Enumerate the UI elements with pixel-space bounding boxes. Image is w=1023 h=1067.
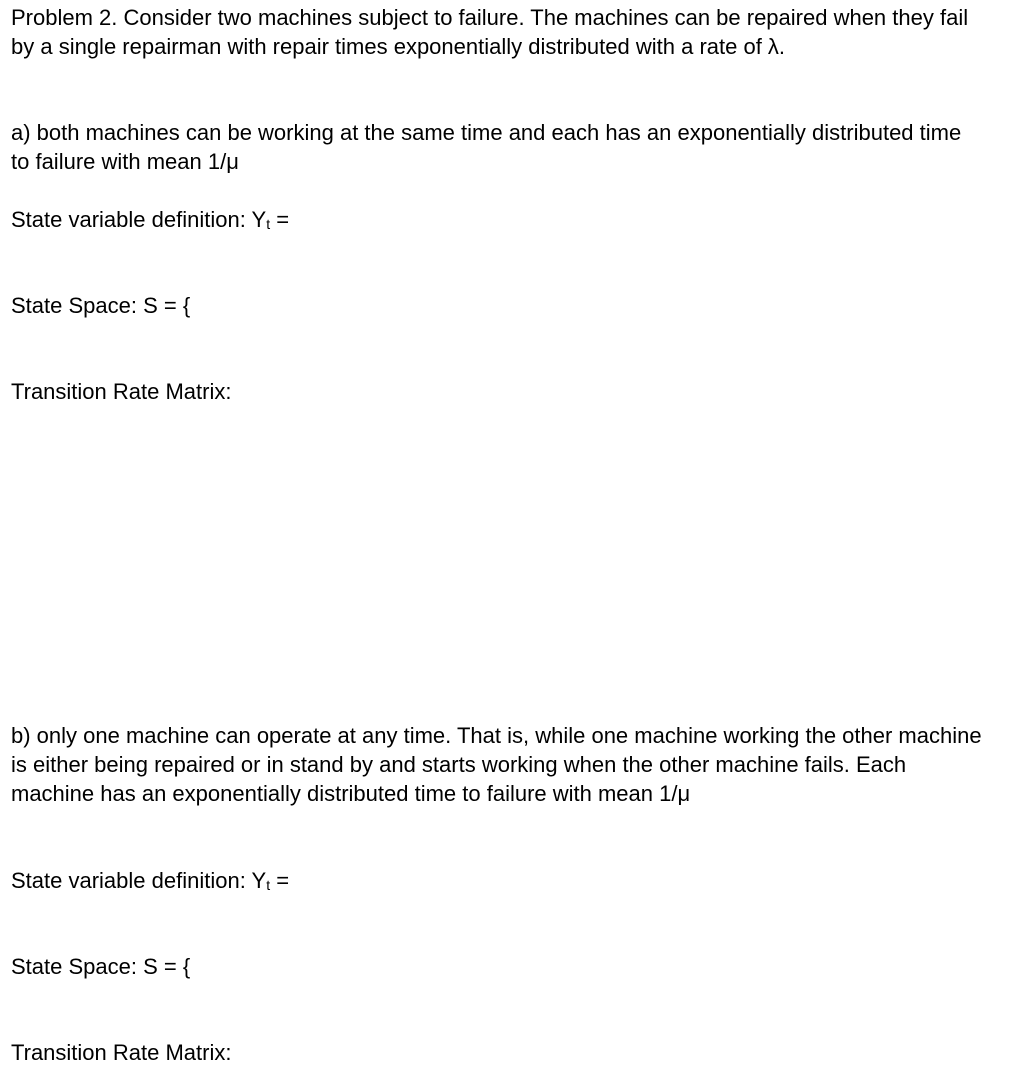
part-b-transition-rate-matrix: Transition Rate Matrix: <box>11 1040 232 1065</box>
part-a-description: a) both machines can be working at the same time and each has an exponentially distributed time to failure with mean 1/μ <box>11 120 962 174</box>
part-b-state-variable-subscript: t <box>266 877 271 893</box>
part-b-state-variable <box>11 866 289 900</box>
part-a-state-variable <box>11 205 289 239</box>
part-b-state-space: State Space: S = { <box>11 954 191 979</box>
part-a-transition-rate-matrix: Transition Rate Matrix: <box>11 379 232 404</box>
part-b-description: b) only one machine can operate at any time. That is, while one machine working the other machine is either being repaired or in stand by and starts working when the other machine fails. Each machine has an exponentially distributed time to failure with mean 1/μ <box>11 723 982 806</box>
part-b-state-variable-label: State variable definition: Y <box>11 868 267 893</box>
part-a-state-variable-subscript: t <box>266 216 271 232</box>
part-a-state-space: State Space: S = { <box>11 293 191 318</box>
part-a-state-variable-equals: = <box>270 207 290 232</box>
part-a-state-variable-label: State variable definition: Y <box>11 207 267 232</box>
problem-statement: Problem 2. Consider two machines subject to failure. The machines can be repaired when they fail by a single repairman with repair times exponentially distributed with a rate of λ. <box>11 5 969 59</box>
part-b-state-variable-equals: = <box>270 868 290 893</box>
